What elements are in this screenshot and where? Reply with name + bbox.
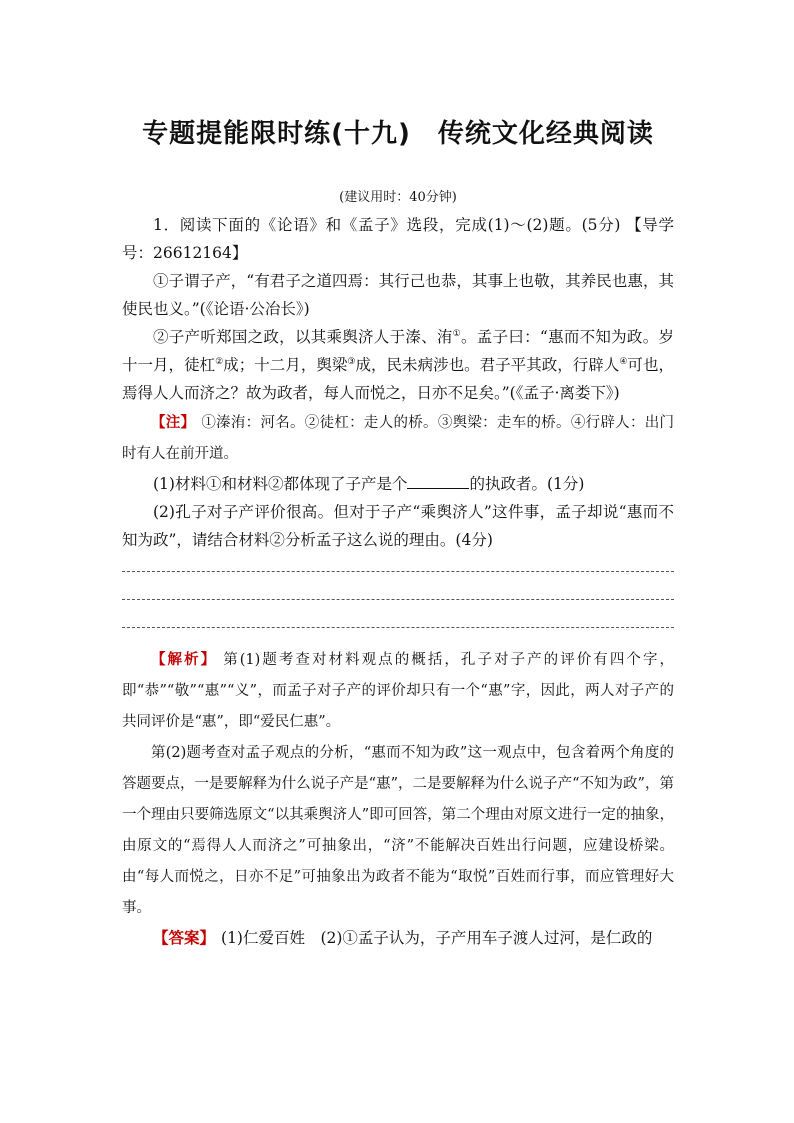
answer-text: (1)仁爱百姓 (2)①孟子认为，子产用车子渡人过河，是仁政的 [221, 929, 653, 947]
passage-text: 可也，焉得人人而济之？故为政者，每人而悦之，日亦不足矣。”(《孟子·离娄下》) [122, 356, 674, 402]
document-page [122, 0, 674, 952]
sub-question-1-tail: 的执政者。(1分) [469, 475, 585, 493]
notes [122, 407, 674, 470]
answer-lines[interactable] [122, 554, 674, 644]
passage-mengzi [122, 323, 674, 407]
fill-blank[interactable] [407, 474, 469, 489]
answer-line[interactable] [122, 627, 674, 628]
passage-text: 成，民未病涉也。君子平其政，行辟人 [355, 356, 620, 374]
sub-question-1-text: (1)材料①和材料②都体现了子产是个 [153, 475, 408, 493]
analysis-paragraph-2: 第(2)题考查对孟子观点的分析，“惠而不知为政”这一观点中，包含着两个角度的答题要点，一是要解释为什么说子产是“惠”，二是要解释为什么说子产“不知为政”，第一个理由只要筛选原文“以其乘舆济人”即可回答，第二个理由对原文进行一定的抽象，由原文的“焉得人人而济之”可抽象出，“济”不能解决百姓出行问题，应建设桥梁。由“每人而悦之，日亦不足”可抽象出为政者不能为“取悦”百姓而行事，而应管理好大事。 [122, 745, 674, 916]
passage-text: ②子产听郑国之政，以其乘舆济人于溱、洧 [153, 328, 453, 346]
note-label: 【注】 [151, 414, 196, 431]
note-text: ①溱洧：河名。②徒杠：走人的桥。③舆梁：走车的桥。④行辟人：出门时有人在前开道。 [122, 415, 675, 462]
answer-label: 【答案】 [153, 928, 216, 947]
sub-question-1 [122, 470, 674, 498]
sub-question-2: (2)孔子对子产评价很高。但对于子产“乘舆济人”这件事，孟子却说“惠而不知为政”，请结合材料②分析孟子这么说的理由。(4分) [122, 503, 674, 549]
footnote-marker: ④ [619, 356, 628, 367]
passage-text: 。孟子曰：“惠而不知为政。岁十一月，徒杠 [122, 328, 674, 374]
footnote-marker: ① [452, 328, 462, 339]
answer-line[interactable] [122, 599, 674, 600]
question-stem: 1．阅读下面的《论语》和《孟子》选段，完成(1)～(2)题。(5分) 【导学号：26612164】 [122, 216, 674, 262]
analysis-paragraph-1 [122, 644, 674, 738]
footnote-marker: ③ [347, 356, 356, 367]
time-suggestion: (建议用时：40分钟) [339, 190, 457, 205]
passage-lunyu: ①子谓子产，“有君子之道四焉：其行己也恭，其事上也敬，其养民也惠，其使民也义。”(《论语·公冶长》) [122, 272, 674, 318]
analysis-label: 【解析】 [151, 651, 218, 668]
passage-text: 成；十二月，舆梁 [223, 356, 348, 374]
answer-line[interactable] [122, 571, 674, 572]
footnote-marker: ② [215, 356, 224, 367]
analysis-text: 第(1)题考查对材料观点的概括，孔子对子产的评价有四个字，即“恭”“敬”“惠”“义”，而孟子对子产的评价却只有一个“惠”字，因此，两人对子产的共同评价是“惠”，即“爱民仁惠”。 [122, 652, 674, 730]
page-title: 专题提能限时练(十九) 传统文化经典阅读 [142, 119, 654, 149]
answer-paragraph [122, 924, 674, 952]
